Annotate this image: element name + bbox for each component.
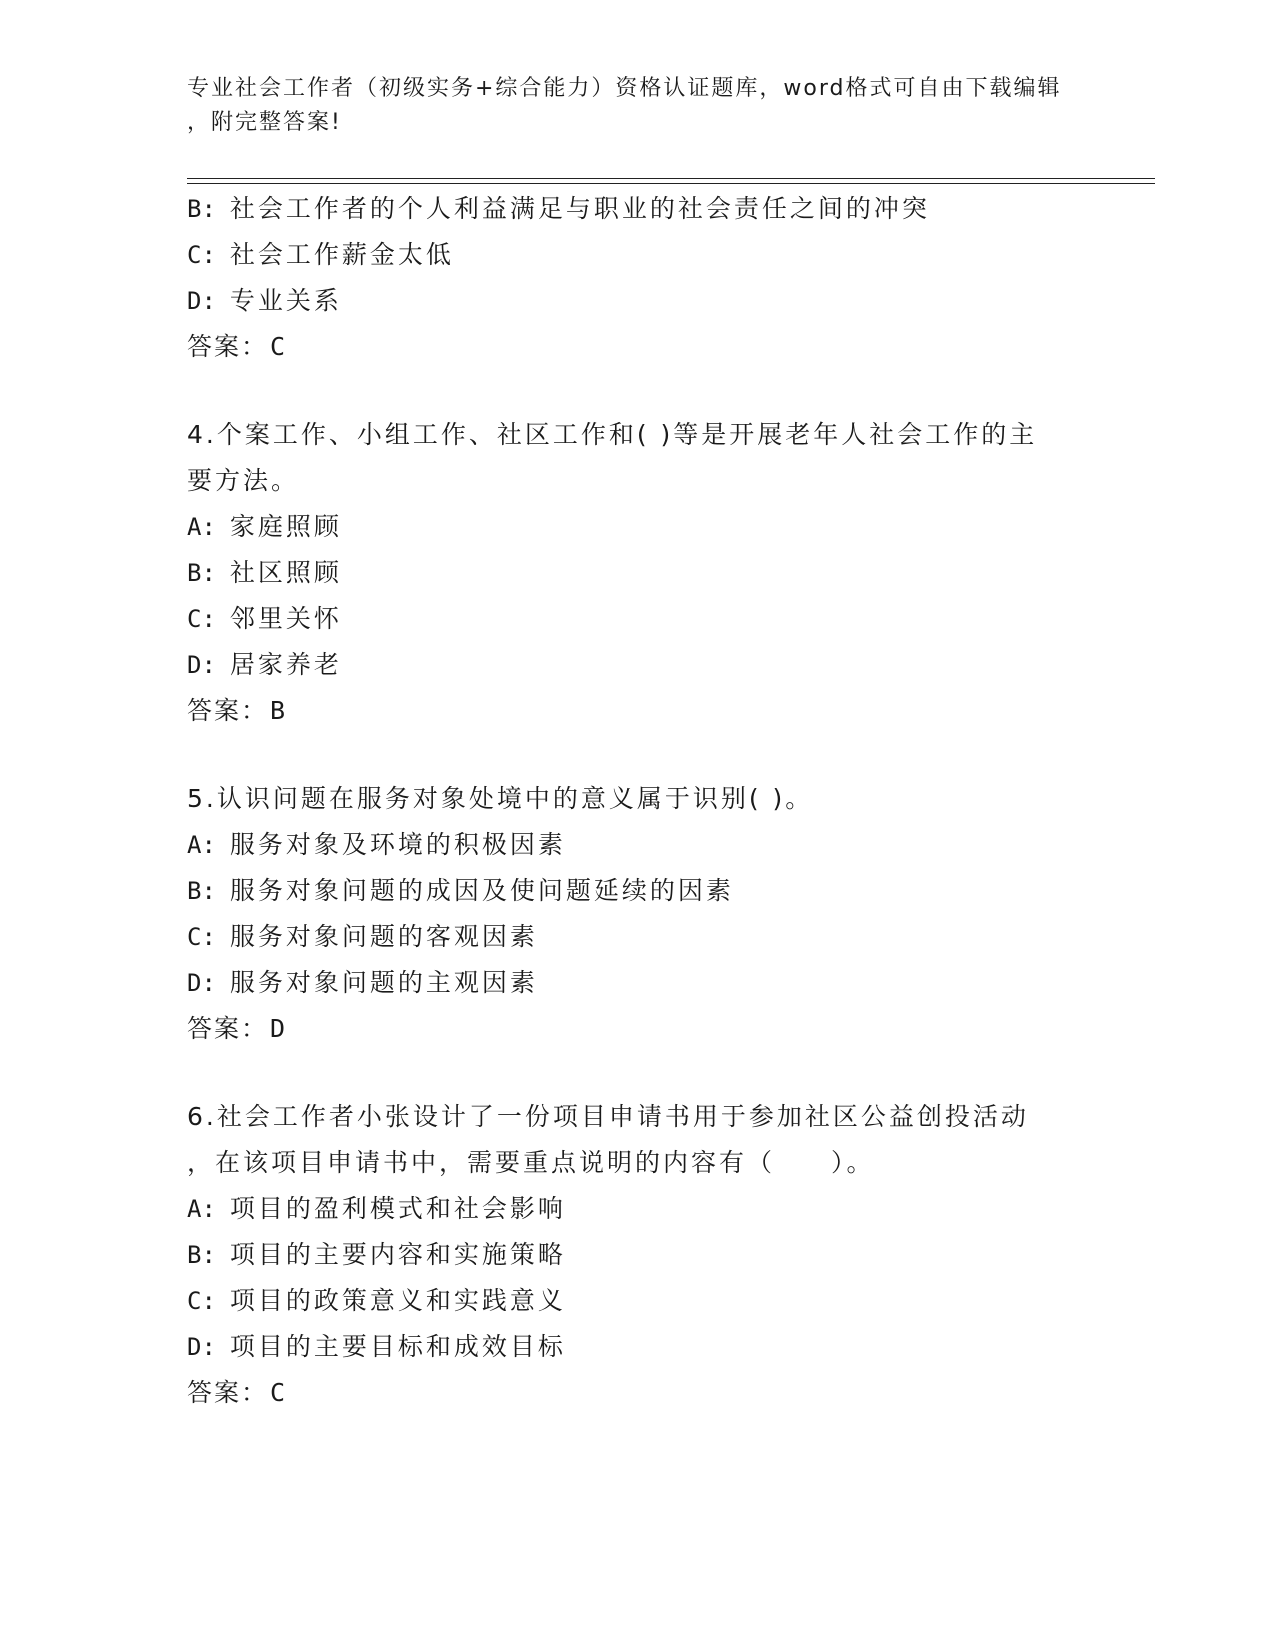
option-letter: C: <box>187 605 216 633</box>
option-letter: B: <box>187 559 216 587</box>
option-a <box>187 822 1107 868</box>
option-letter: C: <box>187 1287 216 1315</box>
option-c <box>187 596 1107 642</box>
question-block-5 <box>187 776 1107 1052</box>
option-c <box>187 232 1107 278</box>
option-text: 项目的主要内容和实施策略 <box>229 1240 566 1269</box>
option-letter: B: <box>187 1241 216 1269</box>
document-header <box>187 72 1087 140</box>
option-text: 项目的主要目标和成效目标 <box>229 1332 566 1361</box>
question-stem: 5.认识问题在服务对象处境中的意义属于识别( )。 <box>187 784 814 813</box>
option-text: 项目的政策意义和实践意义 <box>229 1286 566 1315</box>
option-c <box>187 914 1107 960</box>
option-letter: C: <box>187 241 216 269</box>
option-text: 服务对象问题的客观因素 <box>229 922 538 951</box>
answer-line <box>187 324 1107 370</box>
answer-value: D <box>270 1014 286 1043</box>
option-c <box>187 1278 1107 1324</box>
option-a <box>187 1186 1107 1232</box>
option-text: 项目的盈利模式和社会影响 <box>229 1194 566 1223</box>
option-b <box>187 550 1107 596</box>
answer-label: 答案： <box>187 696 269 725</box>
option-text: 家庭照顾 <box>229 512 342 541</box>
header-line-2: ，附完整答案! <box>187 110 342 135</box>
option-text: 服务对象及环境的积极因素 <box>229 830 566 859</box>
option-b <box>187 1232 1107 1278</box>
option-text: 专业关系 <box>229 286 342 315</box>
answer-line <box>187 1006 1107 1052</box>
option-d <box>187 1324 1107 1370</box>
header-line-1: 专业社会工作者（初级实务+综合能力）资格认证题库，word格式可自由下载编辑 <box>187 76 1062 101</box>
answer-value: C <box>270 332 286 361</box>
option-letter: D: <box>187 1333 216 1361</box>
option-text: 居家养老 <box>229 650 342 679</box>
option-text: 服务对象问题的主观因素 <box>229 968 538 997</box>
header-divider-bottom <box>187 183 1155 184</box>
option-a <box>187 504 1107 550</box>
option-letter: A: <box>187 1195 216 1223</box>
option-letter: D: <box>187 287 216 315</box>
option-letter: A: <box>187 513 216 541</box>
option-d <box>187 278 1107 324</box>
question-list <box>187 186 1107 1416</box>
option-letter: C: <box>187 923 216 951</box>
option-letter: B: <box>187 877 216 905</box>
option-b <box>187 186 1107 232</box>
answer-line <box>187 1370 1107 1416</box>
option-text: 服务对象问题的成因及使问题延续的因素 <box>229 876 734 905</box>
option-b <box>187 868 1107 914</box>
option-letter: A: <box>187 831 216 859</box>
question-stem: 要方法。 <box>187 466 300 495</box>
question-stem: 4.个案工作、小组工作、社区工作和( )等是开展老年人社会工作的主 <box>187 420 1038 449</box>
option-letter: D: <box>187 969 216 997</box>
question-block-4 <box>187 412 1107 734</box>
option-text: 社会工作者的个人利益满足与职业的社会责任之间的冲突 <box>229 194 930 223</box>
answer-label: 答案： <box>187 1378 269 1407</box>
answer-value: B <box>270 696 286 725</box>
answer-value: C <box>270 1378 286 1407</box>
option-d <box>187 642 1107 688</box>
header-divider-top <box>187 178 1155 179</box>
option-letter: D: <box>187 651 216 679</box>
question-block-3 <box>187 186 1107 370</box>
option-text: 邻里关怀 <box>229 604 342 633</box>
question-stem: ，在该项目申请书中，需要重点说明的内容有（ ）。 <box>187 1148 875 1177</box>
question-stem: 6.社会工作者小张设计了一份项目申请书用于参加社区公益创投活动 <box>187 1102 1029 1131</box>
option-text: 社区照顾 <box>229 558 342 587</box>
answer-line <box>187 688 1107 734</box>
option-letter: B: <box>187 195 216 223</box>
question-block-6 <box>187 1094 1107 1416</box>
answer-label: 答案： <box>187 1014 269 1043</box>
option-d <box>187 960 1107 1006</box>
option-text: 社会工作薪金太低 <box>229 240 454 269</box>
answer-label: 答案： <box>187 332 269 361</box>
